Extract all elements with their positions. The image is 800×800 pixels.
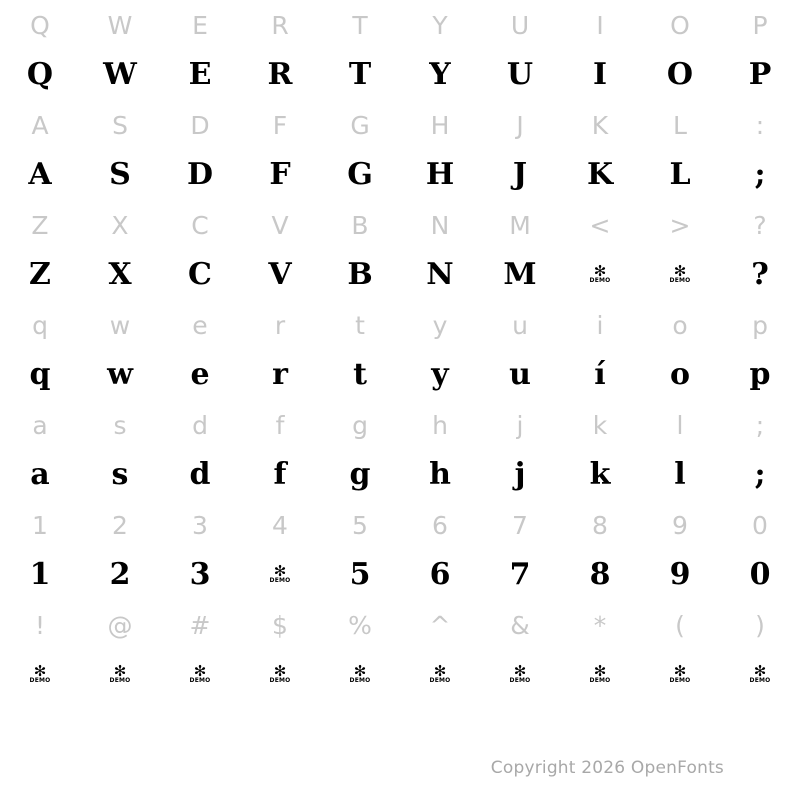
sample-glyph: í [594,357,606,392]
key-glyph: Y [432,10,448,40]
key-glyph: o [672,310,688,340]
sample-glyph: q [29,357,51,392]
flower-icon: ✻ [353,662,367,680]
sample-glyph: Y [429,57,451,92]
key-glyph: t [355,310,365,340]
key-glyph: > [669,210,691,240]
key-glyph: Z [31,210,49,240]
sample-glyph: N [426,257,454,292]
key-glyph: s [113,410,127,440]
sample-glyph: B [347,257,373,292]
sample-glyph: E [188,57,212,92]
sample-glyph: R [267,57,293,92]
sample-glyph: A [28,157,52,192]
sample-glyph: K [586,157,614,192]
keyrow-asdf-upper [0,100,800,150]
flower-icon: ✻ [753,662,767,680]
key-glyph: D [190,110,210,140]
flower-icon: ✻ [673,662,687,680]
key-glyph: : [755,110,765,140]
key-glyph: A [31,110,49,140]
key-glyph: 1 [32,510,48,540]
demo-watermark-glyph [720,650,800,700]
sample-glyph: C [188,257,212,292]
sample-glyph: 7 [509,557,531,592]
sample-glyph: k [589,457,611,492]
demo-mark [269,662,291,684]
sample-glyph: Q [26,57,54,92]
demo-label: DEMO [269,577,291,584]
sample-glyph: e [190,357,210,392]
samplerow-digits [0,550,800,600]
flower-icon: ✻ [433,662,447,680]
sample-glyph: l [674,457,686,492]
demo-watermark-glyph [560,650,640,700]
sample-glyph: U [506,57,534,92]
flower-icon: ✻ [273,662,287,680]
key-glyph: * [593,610,607,640]
key-glyph: f [275,410,285,440]
key-glyph: 4 [272,510,288,540]
key-glyph: H [430,110,450,140]
key-glyph: F [272,110,288,140]
demo-watermark-glyph [240,650,320,700]
sample-glyph: G [347,157,373,192]
key-glyph: ? [753,210,767,240]
demo-mark [509,662,531,684]
sample-glyph: O [666,57,694,92]
key-glyph: 9 [672,510,688,540]
samplerow-qwerty-upper [0,50,800,100]
demo-label: DEMO [589,277,611,284]
demo-mark [429,662,451,684]
demo-watermark-glyph [480,650,560,700]
demo-label: DEMO [429,677,451,684]
sample-glyph: I [592,57,608,92]
sample-glyph: t [353,357,367,392]
key-glyph: C [191,210,209,240]
demo-mark [269,562,291,584]
samplerow-zxcv-upper [0,250,800,300]
key-glyph: % [348,610,372,640]
key-glyph: V [271,210,289,240]
sample-glyph: 6 [429,557,451,592]
key-glyph: y [432,310,448,340]
key-glyph: l [676,410,684,440]
flower-icon: ✻ [273,562,287,580]
demo-watermark-glyph [640,250,720,300]
flower-icon: ✻ [593,262,607,280]
demo-label: DEMO [189,677,211,684]
demo-label: DEMO [669,677,691,684]
key-glyph: i [596,310,604,340]
demo-mark [29,662,51,684]
key-glyph: 7 [512,510,528,540]
samplerow-asdf-upper [0,150,800,200]
sample-glyph: X [108,257,132,292]
demo-label: DEMO [109,677,131,684]
key-glyph: < [589,210,611,240]
sample-glyph: 9 [669,557,691,592]
sample-glyph: Z [29,257,51,292]
sample-glyph: V [268,257,292,292]
keyrow-asdf-lower [0,400,800,450]
demo-mark [589,662,611,684]
sample-glyph: S [109,157,131,192]
demo-watermark-glyph [80,650,160,700]
demo-mark [669,662,691,684]
sample-glyph: ; [754,157,766,192]
demo-label: DEMO [749,677,771,684]
key-glyph: a [32,410,48,440]
sample-glyph: p [749,357,771,392]
key-glyph: r [274,310,286,340]
demo-mark [589,262,611,284]
sample-glyph: d [189,457,211,492]
sample-glyph: f [273,457,287,492]
samplerow-qwerty-lower [0,350,800,400]
key-glyph: 0 [752,510,768,540]
sample-glyph: r [272,357,288,392]
key-glyph: T [352,10,368,40]
sample-glyph: H [425,157,455,192]
key-glyph: W [107,10,133,40]
key-glyph: X [111,210,129,240]
key-glyph: M [509,210,531,240]
key-glyph: 8 [592,510,608,540]
sample-glyph: F [269,157,291,192]
copyright-notice: Copyright 2026 OpenFonts [490,758,724,778]
key-glyph: ! [34,610,46,640]
sample-glyph: D [186,157,213,192]
flower-icon: ✻ [673,262,687,280]
key-glyph: K [591,110,609,140]
sample-glyph: j [514,457,526,492]
key-glyph: ) [755,610,765,640]
demo-watermark-glyph [240,550,320,600]
flower-icon: ✻ [33,662,47,680]
demo-mark [669,262,691,284]
sample-glyph: 1 [29,557,51,592]
demo-watermark-glyph [160,650,240,700]
demo-label: DEMO [349,677,371,684]
sample-glyph: y [431,357,449,392]
key-glyph: Q [30,10,50,40]
sample-glyph: 3 [189,557,211,592]
flower-icon: ✻ [193,662,207,680]
key-glyph: q [32,310,48,340]
key-glyph: R [271,10,289,40]
keyrow-digits [0,500,800,550]
sample-glyph: u [509,357,531,392]
key-glyph: h [432,410,448,440]
key-glyph: $ [272,610,288,640]
sample-glyph: ? [751,257,769,292]
demo-watermark-glyph [640,650,720,700]
key-glyph: @ [107,610,133,640]
key-glyph: e [192,310,208,340]
key-glyph: U [510,10,530,40]
sample-glyph: W [103,57,137,92]
flower-icon: ✻ [513,662,527,680]
key-glyph: & [510,610,530,640]
sample-glyph: L [669,157,691,192]
key-glyph: N [430,210,450,240]
sample-glyph: 5 [349,557,371,592]
sample-glyph: h [429,457,451,492]
samplerow-asdf-lower [0,450,800,500]
sample-glyph: 0 [749,557,771,592]
key-glyph: 5 [352,510,368,540]
demo-watermark-glyph [320,650,400,700]
key-glyph: ( [675,610,685,640]
key-glyph: L [673,110,687,140]
demo-mark [109,662,131,684]
key-glyph: 6 [432,510,448,540]
samplerow-symbols [0,650,800,700]
sample-glyph: ; [754,457,766,492]
demo-watermark-glyph [400,650,480,700]
flower-icon: ✻ [113,662,127,680]
demo-watermark-glyph [0,650,80,700]
key-glyph: u [512,310,528,340]
sample-glyph: 8 [589,557,611,592]
key-glyph: p [752,310,768,340]
demo-label: DEMO [269,677,291,684]
key-glyph: I [596,10,604,40]
sample-glyph: J [512,157,528,192]
key-glyph: 3 [192,510,208,540]
sample-glyph: M [503,257,537,292]
sample-glyph: T [348,57,372,92]
key-glyph: G [350,110,370,140]
demo-watermark-glyph [560,250,640,300]
key-glyph: k [592,410,608,440]
keyrow-qwerty-upper [0,0,800,50]
key-glyph: d [192,410,208,440]
key-glyph: ^ [429,610,451,640]
key-glyph: ; [755,410,765,440]
sample-glyph: w [107,357,133,392]
sample-glyph: g [349,457,371,492]
keyrow-symbols [0,600,800,650]
key-glyph: 2 [112,510,128,540]
sample-glyph: 2 [109,557,131,592]
key-glyph: O [670,10,690,40]
key-glyph: j [516,410,524,440]
demo-label: DEMO [589,677,611,684]
keyrow-qwerty-lower [0,300,800,350]
keyrow-zxcv-upper [0,200,800,250]
flower-icon: ✻ [593,662,607,680]
key-glyph: E [192,10,208,40]
sample-glyph: P [748,57,772,92]
demo-mark [349,662,371,684]
key-glyph: # [189,610,211,640]
key-glyph: B [351,210,369,240]
demo-label: DEMO [29,677,51,684]
demo-label: DEMO [669,277,691,284]
sample-glyph: s [111,457,129,492]
key-glyph: w [109,310,131,340]
demo-mark [749,662,771,684]
demo-label: DEMO [509,677,531,684]
key-glyph: J [516,110,524,140]
demo-mark [189,662,211,684]
key-glyph: P [752,10,768,40]
sample-glyph: o [669,357,690,392]
key-glyph: g [352,410,368,440]
sample-glyph: a [30,457,50,492]
key-glyph: S [112,110,128,140]
